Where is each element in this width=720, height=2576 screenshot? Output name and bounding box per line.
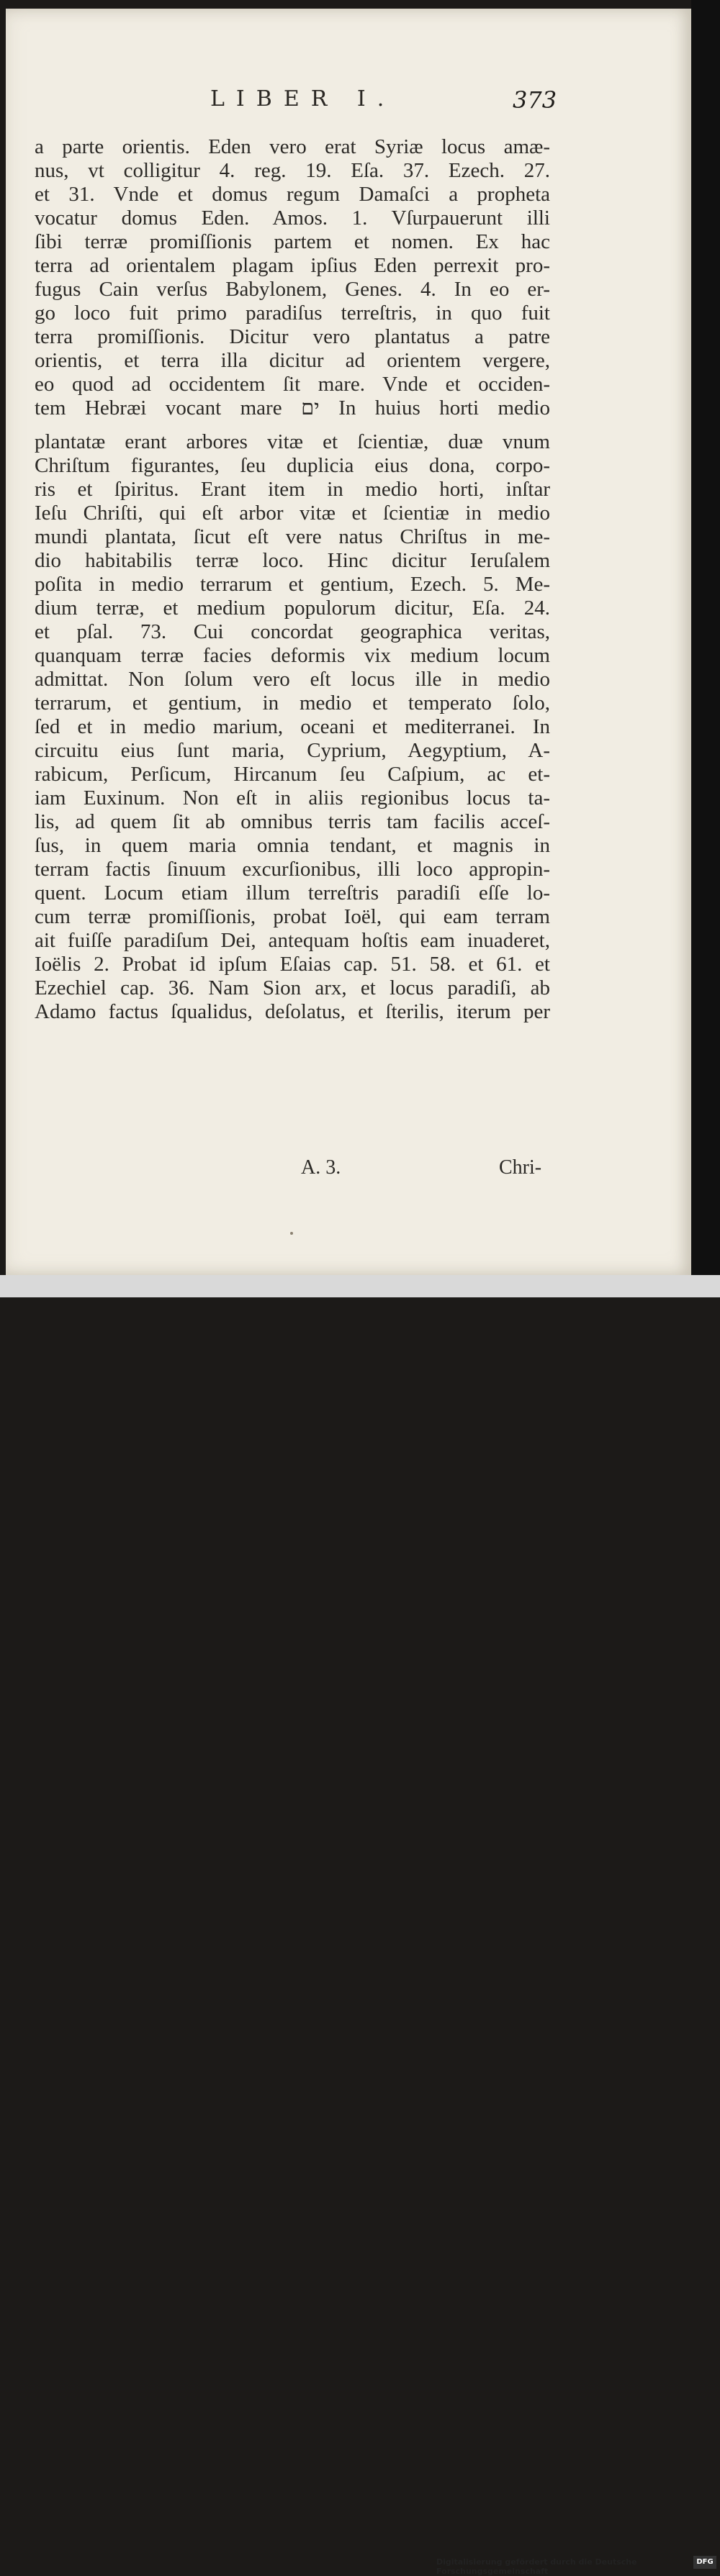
text-line: nus, vt colligitur 4. reg. 19. Eſa. 37. Ezech. 27. (35, 159, 550, 182)
text-line: ait fuiſſe paradiſum Dei, antequam hoſtis eam inuaderet, (35, 929, 550, 952)
text-line: poſita in medio terrarum et gentium, Ezech. 5. Me- (35, 573, 550, 596)
dfg-logo-icon: DFG (693, 2556, 716, 2569)
paper-speck (290, 1232, 293, 1235)
text-line: orientis, et terra illa dicitur ad orientem vergere, (35, 349, 550, 372)
text-line: fugus Cain verſus Babylonem, Genes. 4. In eo er- (35, 278, 550, 301)
text-line: cum terræ promiſſionis, probat Ioël, qui eam terram (35, 905, 550, 928)
text-line: plantatæ erant arbores vitæ et ſcientiæ, duæ vnum (35, 430, 550, 453)
text-line: Chriſtum figurantes, ſeu duplicia eius dona, corpo- (35, 454, 550, 477)
catchword: Chri- (499, 1156, 542, 1179)
scan-border-right (691, 0, 720, 1297)
text-line: Adamo factus ſqualidus, deſolatus, et ſterilis, iterum per (35, 1000, 550, 1023)
text-line: et pſal. 73. Cui concordat geographica veritas, (35, 620, 550, 643)
text-line: a parte orientis. Eden vero erat Syriæ locus amæ- (35, 135, 550, 158)
text-line: Ieſu Chriſti, qui eſt arbor vitæ et ſcientiæ in medio (35, 502, 550, 525)
text-line: ris et ſpiritus. Erant item in medio horti, inſtar (35, 478, 550, 501)
text-line: quent. Locum etiam illum terreſtris paradiſi eſſe lo- (35, 881, 550, 904)
text-line: et 31. Vnde et domus regum Damaſci a propheta (35, 183, 550, 206)
text-line: quanquam terræ facies deformis vix medium locum (35, 644, 550, 667)
text-line: vocatur domus Eden. Amos. 1. Vſurpauerunt illi (35, 207, 550, 230)
signature-mark: A. 3. (301, 1156, 341, 1179)
text-line: terrarum, et gentium, in medio et temperato ſolo, (35, 691, 550, 715)
text-line: lis, ad quem ſit ab omnibus terris tam facilis acceſ- (35, 810, 550, 833)
text-line: iam Euxinum. Non eſt in aliis regionibus locus ta- (35, 786, 550, 809)
text-line: terram factis ſinuum excurſionibus, illi loco appropin- (35, 858, 550, 881)
text-line: mundi plantata, ſicut eſt vere natus Chriſtus in me- (35, 525, 550, 548)
text-line: circuitu eius ſunt maria, Cyprium, Aegyptium, A- (35, 739, 550, 762)
text-line: tem Hebræi vocant mare ים In huius horti medio (35, 396, 550, 419)
text-line: terra ad orientalem plagam ipſius Eden perrexit pro- (35, 254, 550, 277)
text-line: eo quod ad occidentem ſit mare. Vnde et occiden- (35, 373, 550, 396)
text-line: ſibi terræ promiſſionis partem et nomen. Ex hac (35, 230, 550, 253)
digitization-footer (0, 1275, 720, 2576)
text-line: ſed et in medio marium, oceani et mediterranei. In (35, 715, 550, 738)
text-line: Ezechiel cap. 36. Nam Sion arx, et locus paradiſi, ab (35, 976, 550, 999)
text-line: go loco fuit primo paradiſus terreſtris, in quo fuit (35, 301, 550, 325)
text-line: terra promiſſionis. Dicitur vero plantatus a patre (35, 325, 550, 348)
text-line: dio habitabilis terræ loco. Hinc dicitur Ieruſalem (35, 549, 550, 572)
digitization-credit: Digitalisierung gefördert durch die Deutsche Forschungsgemeinschaft (436, 2557, 637, 2576)
text-line: rabicum, Perſicum, Hircanum ſeu Caſpium, ac et- (35, 763, 550, 786)
running-head-title: LIBER I. (210, 86, 396, 112)
text-line: Ioëlis 2. Probat id ipſum Eſaias cap. 51. 58. et 61. et (35, 953, 550, 976)
book-page (6, 9, 691, 1275)
text-line: ſus, in quem maria omnia tendant, et magnis in (35, 834, 550, 857)
page-number: 373 (513, 86, 557, 114)
text-line: dium terræ, et medium populorum dicitur, Eſa. 24. (35, 597, 550, 620)
text-line: admittat. Non ſolum vero eſt locus ille in medio (35, 668, 550, 691)
